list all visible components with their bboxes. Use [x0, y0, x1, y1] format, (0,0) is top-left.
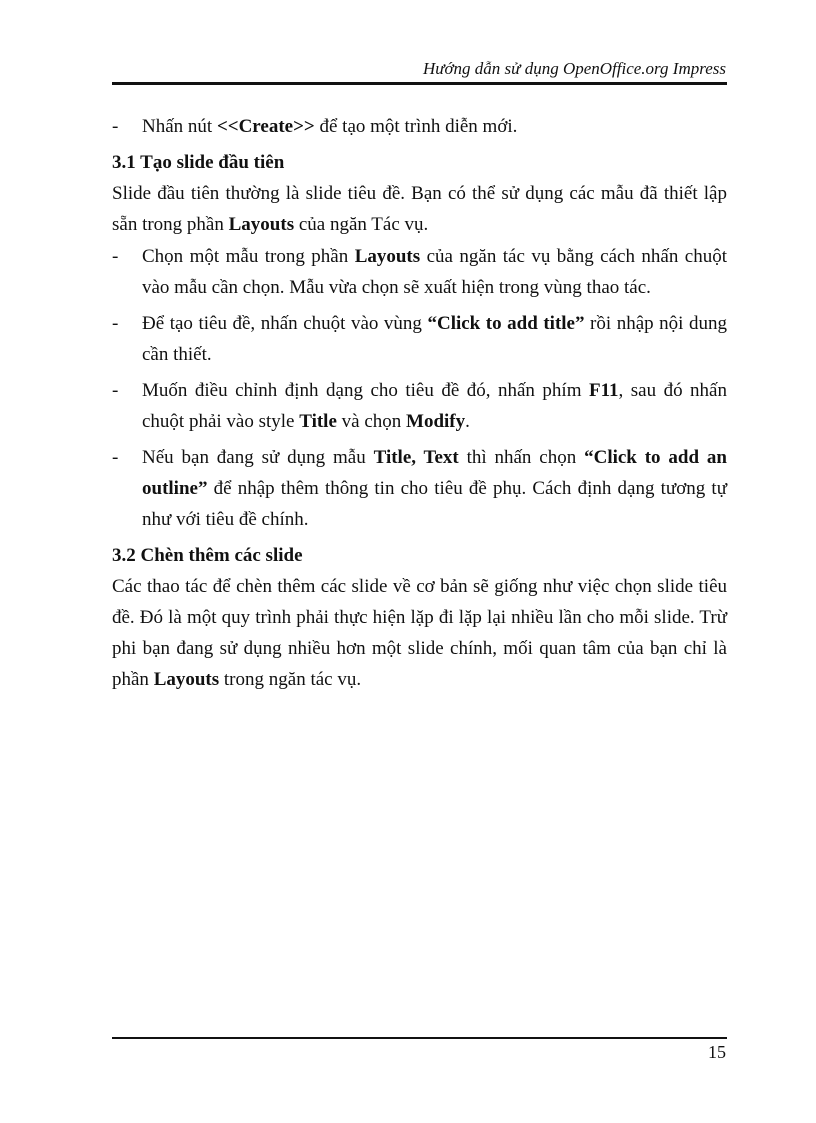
- bold-run: F11: [588, 380, 619, 401]
- bullet-text: [142, 111, 727, 142]
- text-run: Slide đầu tiên thường là slide tiêu đề. Bạn có thể sử dụng các mẫu đã thiết lập sẵn trong phần: [112, 183, 727, 235]
- text-run: Để tạo tiêu đề, nhấn chuột vào vùng: [142, 313, 428, 334]
- list-item: [112, 375, 727, 437]
- text-run: của ngăn Tác vụ.: [294, 214, 429, 235]
- text-run: .: [465, 411, 470, 432]
- text-run: của ngăn tác vụ bằng cách nhấn chuột vào mẫu cần chọn. Mẫu vừa chọn sẽ xuất hiện trong vùng thao tác.: [142, 246, 727, 298]
- page-number: 15: [708, 1042, 726, 1062]
- text-run: Nhấn nút: [142, 116, 217, 137]
- list-item: [112, 241, 727, 303]
- text-run: thì nhấn chọn: [458, 447, 585, 468]
- bold-run: “Click to add title”: [427, 313, 585, 334]
- bold-run: Title, Text: [373, 447, 459, 468]
- text-run: , sau đó nhấn chuột phải vào style: [142, 380, 727, 432]
- text-run: Nếu bạn đang sử dụng mẫu: [142, 447, 374, 468]
- bullet-dash: -: [112, 447, 119, 468]
- bold-run: Layouts: [153, 669, 220, 690]
- bold-run: Title: [299, 411, 337, 432]
- section-heading-3-2: 3.2 Chèn thêm các slide: [112, 545, 303, 566]
- text-run: Muốn điều chỉnh định dạng cho tiêu đề đó, nhấn phím: [142, 380, 589, 401]
- bullet-text: [142, 375, 727, 437]
- text-run: rồi nhập nội dung cần thiết.: [142, 313, 727, 365]
- bullet-dash: -: [112, 116, 119, 137]
- text-run: để nhập thêm thông tin cho tiêu đề phụ. Cách định dạng tương tự như với tiêu đề chính.: [142, 478, 727, 530]
- intro-bullet: [112, 111, 727, 142]
- bold-run: Modify: [406, 411, 466, 432]
- bullet-dash: -: [112, 313, 119, 334]
- footer-rule: [112, 1037, 727, 1039]
- bullet-dash: -: [112, 380, 119, 401]
- text-run: và chọn: [336, 411, 407, 432]
- text-run: trong ngăn tác vụ.: [219, 669, 362, 690]
- bold-run: Layouts: [354, 246, 421, 267]
- bold-run: Layouts: [228, 214, 295, 235]
- list-item: [112, 442, 727, 535]
- bold-run: <<Create>>: [216, 116, 315, 137]
- bold-run: “Click to add an outline”: [142, 447, 727, 499]
- bullet-text: [142, 308, 727, 370]
- running-header: Hướng dẫn sử dụng OpenOffice.org Impress: [422, 59, 726, 78]
- bullet-text: [142, 241, 727, 303]
- bullet-dash: -: [112, 246, 119, 267]
- header-rule: [112, 82, 727, 85]
- text-run: Chọn một mẫu trong phần: [142, 246, 355, 267]
- bullet-text: [142, 442, 727, 535]
- text-run: Các thao tác để chèn thêm các slide về cơ bản sẽ giống như việc chọn slide tiêu đề. Đó là một quy trình phải thực hiện lặp đi lặp lại nhiều lần cho mỗi slide. Trừ phi bạn đang sử dụng nhiều hơn một slide chính, mối quan tâm của bạn chỉ là phần: [112, 576, 727, 690]
- text-run: để tạo một trình diễn mới.: [314, 116, 518, 137]
- list-item: [112, 308, 727, 370]
- page-content: [112, 111, 727, 695]
- section-1-paragraph: [112, 178, 727, 240]
- section-2-paragraph: [112, 571, 727, 695]
- section-heading-3-1: 3.1 Tạo slide đầu tiên: [112, 152, 285, 173]
